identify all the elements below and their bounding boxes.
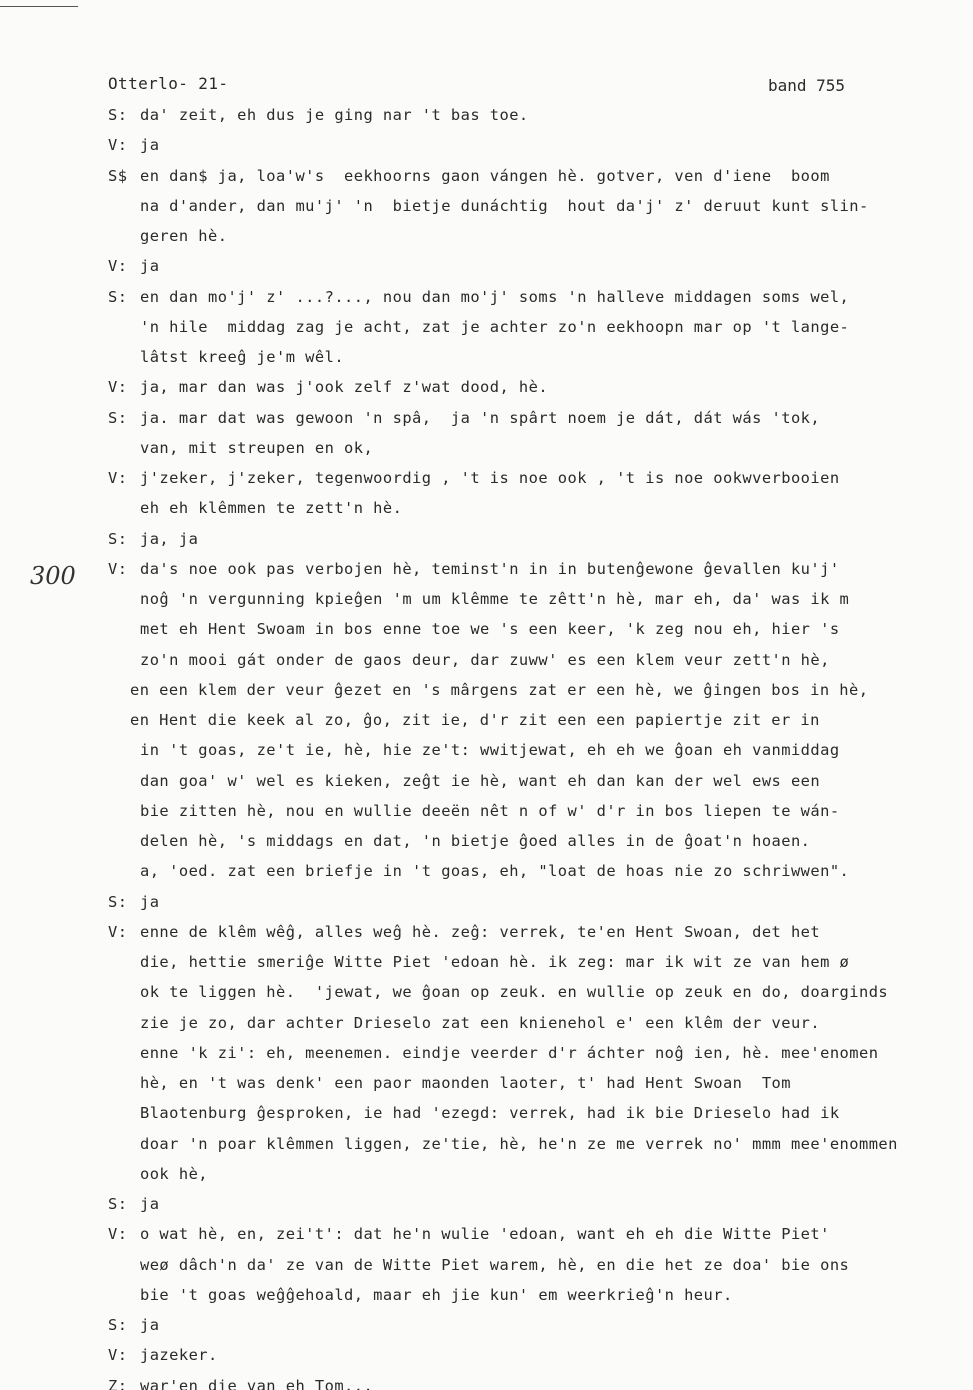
transcript-turn [0, 282, 973, 373]
transcript-line [0, 735, 973, 765]
transcript-turn [0, 130, 973, 160]
transcript-turn [0, 1310, 973, 1340]
top-rule [0, 6, 78, 7]
line-text: dan goa' w' wel es kieken, zeĝt ie hè, want eh dan kan der wel ews een [140, 771, 821, 790]
line-text: en een klem der veur ĝezet en 's mârgens zat er een hè, we ĝingen bos in hè, [130, 680, 869, 699]
line-text: en Hent die keek al zo, ĝo, zit ie, d'r zit een een papiertje zit er in [130, 711, 820, 729]
speaker-label: S: [108, 1195, 128, 1213]
line-text: zo'n mooi gát onder de gaos deur, dar zuww' es een klem veur zett'n hè, [140, 650, 830, 669]
transcript-line [0, 584, 973, 614]
line-text: ja [140, 1195, 160, 1213]
line-text: ja, mar dan was j'ook zelf z'wat dood, hè. [140, 378, 549, 397]
transcript-line [0, 705, 973, 735]
transcript-line [0, 1250, 973, 1280]
line-text: lâtst kreeĝ je'm wêl. [140, 348, 345, 366]
line-text: ok te liggen hè. 'jewat, we ĝoan op zeuk. en wullie op zeuk en do, doarginds [140, 983, 889, 1002]
transcript-line [0, 100, 973, 130]
line-text: die, hettie smeriĝe Witte Piet 'edoan hè. ik zeg: mar ik wit ze van hem ø [140, 953, 850, 971]
transcript-line [0, 947, 973, 977]
transcript-line [0, 645, 973, 675]
transcript-line [0, 312, 973, 342]
line-text: en dan mo'j' z' ...?..., nou dan mo'j' soms 'n halleve middagen soms wel, [140, 287, 850, 306]
line-text: bie zitten hè, nou en wullie deeën nêt n of w' d'r in bos liepen te wán- [140, 801, 840, 820]
line-text: doar 'n poar klêmmen liggen, ze'tie, hè, he'n ze me verrek no' mmm mee'enommen [140, 1134, 898, 1153]
transcript-turn [0, 1340, 973, 1370]
transcript-line [0, 554, 973, 584]
line-text: war'en die van eh Tom... [140, 1376, 374, 1390]
speaker-label: S$ [108, 166, 128, 185]
speaker-label: V: [108, 136, 128, 155]
speaker-label: V: [108, 922, 128, 941]
transcript-turn [0, 554, 973, 887]
line-text: a, 'oed. zat een briefje in 't goas, eh, "loat de hoas nie zo schriwwen". [140, 862, 850, 881]
line-text: 'n hile middag zag je acht, zat je achter zo'n eekhoopn mar op 't lange- [140, 317, 850, 336]
transcript-line [0, 161, 973, 191]
line-text: ja [140, 136, 160, 155]
transcript-line [0, 1038, 973, 1068]
transcript-line [0, 251, 973, 281]
transcript-line [0, 433, 973, 463]
transcript-turn [0, 1219, 973, 1310]
transcript-line [0, 1340, 973, 1370]
line-text: noĝ 'n vergunning kpieĝen 'm um klêmme te zêtt'n hè, mar eh, da' was ik m [140, 590, 850, 608]
line-text: j'zeker, j'zeker, tegenwoordig , 't is noe ook , 't is noe ookwverbooien [140, 469, 840, 487]
transcript-line [0, 1371, 973, 1390]
transcript-turn [0, 1371, 973, 1390]
transcript-line [0, 130, 973, 160]
transcript-turn [0, 887, 973, 917]
speaker-label: V: [108, 559, 128, 578]
transcript-line [0, 524, 973, 554]
line-text: ja [140, 892, 160, 911]
speaker-label: S: [108, 1316, 128, 1334]
speaker-label: V: [108, 378, 128, 397]
header-band-number: band 755 [768, 76, 846, 95]
transcript-line [0, 191, 973, 221]
line-text: da's noe ook pas verbojen hè, teminst'n in in butenĝewone ĝevallen ku'j' [140, 559, 840, 578]
transcript-line [0, 675, 973, 705]
line-text: jazeker. [140, 1346, 218, 1365]
transcript-line [0, 887, 973, 917]
line-text: ja. mar dat was gewoon 'n spâ, ja 'n spârt noem je dát, dát wás 'tok, [140, 408, 821, 427]
line-text: na d'ander, dan mu'j' 'n bietje dunáchtig hout da'j' z' deruut kunt slin- [140, 196, 869, 215]
transcript-line [0, 1129, 973, 1159]
line-text: ook hè, [140, 1164, 209, 1183]
speaker-label: S: [108, 408, 128, 427]
line-text: en dan$ ja, loa'w's eekhoorns gaon vángen hè. gotver, ven d'iene boom [140, 166, 830, 185]
transcript-line [0, 1219, 973, 1249]
transcript-turn [0, 403, 973, 464]
speaker-label: Z: [108, 1376, 128, 1390]
transcript-turn [0, 1189, 973, 1219]
line-text: hè, en 't was denk' een paor maonden laoter, t' had Hent Swoan Tom [140, 1074, 791, 1092]
speaker-label: S: [108, 892, 128, 911]
transcript-turn [0, 524, 973, 554]
line-text: bie 't goas weĝĝehoald, maar eh jie kun' em weerkrieĝ'n heur. [140, 1285, 733, 1304]
transcript-line [0, 1068, 973, 1098]
speaker-label: V: [108, 1225, 128, 1244]
transcript-line [0, 221, 973, 251]
transcript-line [0, 1008, 973, 1038]
line-text: o wat hè, en, zei't': dat he'n wulie 'edoan, want eh eh die Witte Piet' [140, 1225, 830, 1244]
line-text: eh eh klêmmen te zett'n hè. [140, 499, 403, 518]
transcript-line [0, 1280, 973, 1310]
line-text: geren hè. [140, 227, 228, 245]
transcript-line [0, 766, 973, 796]
transcript-line [0, 1098, 973, 1128]
header-title: Otterlo- 21- [108, 74, 229, 93]
transcript-turn [0, 917, 973, 1189]
transcript-turn [0, 372, 973, 402]
transcript-line [0, 463, 973, 493]
speaker-label: V: [108, 469, 128, 487]
line-text: in 't goas, ze't ie, hè, hie ze't: wwitjewat, eh eh we ĝoan eh vanmiddag [140, 741, 840, 760]
line-text: da' zeit, eh dus je ging nar 't bas toe. [140, 106, 529, 124]
line-text: ja [140, 1316, 160, 1334]
speaker-label: V: [108, 257, 128, 276]
line-text: enne de klêm wêĝ, alles weĝ hè. zeĝ: verrek, te'en Hent Swoan, det het [140, 922, 821, 941]
speaker-label: S: [108, 287, 128, 306]
line-text: delen hè, 's middags en dat, 'n bietje ĝoed alles in de ĝoat'n hoaen. [140, 832, 811, 850]
speaker-label: V: [108, 1346, 128, 1365]
speaker-label: S: [108, 106, 128, 124]
line-text: met eh Hent Swoam in bos enne toe we 's een keer, 'k zeg nou eh, hier 's [140, 620, 840, 639]
transcript-line [0, 342, 973, 372]
transcript-line [0, 796, 973, 826]
line-text: enne 'k zi': eh, meenemen. eindje veerder d'r áchter noĝ ien, hè. mee'enomen [140, 1043, 879, 1062]
transcript-turn [0, 161, 973, 252]
transcript-line [0, 826, 973, 856]
transcript-line [0, 1159, 973, 1189]
line-text: ja [140, 257, 160, 276]
handwritten-margin-note: 300 [30, 562, 76, 590]
transcript-line [0, 1310, 973, 1340]
transcript-line [0, 372, 973, 402]
line-text: zie je zo, dar achter Drieselo zat een knienehol e' een klêm der veur. [140, 1013, 821, 1032]
transcript-turn [0, 100, 973, 130]
transcript-line [0, 856, 973, 886]
transcript-line [0, 977, 973, 1007]
transcript-line [0, 614, 973, 644]
transcript-line [0, 282, 973, 312]
transcript-line [0, 1189, 973, 1219]
line-text: weø dâch'n da' ze van de Witte Piet warem, hè, en die het ze doa' bie ons [140, 1255, 850, 1274]
line-text: Blaotenburg ĝesproken, ie had 'ezegd: verrek, had ik bie Drieselo had ik [140, 1104, 840, 1123]
transcript-line [0, 917, 973, 947]
transcript-line [0, 403, 973, 433]
transcript-turn [0, 251, 973, 281]
line-text: ja, ja [140, 529, 199, 548]
transcript-turn [0, 463, 973, 524]
transcript-body [0, 100, 973, 1390]
line-text: van, mit streupen en ok, [140, 438, 374, 457]
speaker-label: S: [108, 529, 128, 548]
transcript-line [0, 493, 973, 523]
